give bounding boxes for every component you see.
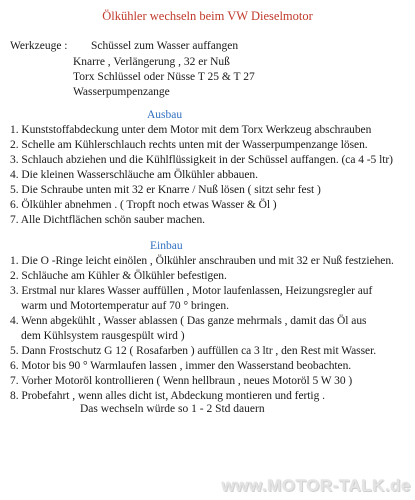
einbau-heading: Einbau bbox=[150, 240, 183, 252]
ausbau-step: 6. Ölkühler abnehmen . ( Tropft noch etwas Wasser & Öl ) bbox=[10, 199, 277, 211]
einbau-step: 6. Motor bis 90 ° Warmlaufen lassen , immer den Wasserstand beobachten. bbox=[10, 360, 352, 372]
ausbau-step: 4. Die kleinen Wasserschläuche am Ölkühler abbauen. bbox=[10, 169, 258, 181]
einbau-step: 1. Die O -Ringe leicht einölen , Ölkühler anschrauben und mit 32 er Nuß festziehen. bbox=[10, 255, 394, 267]
werkzeuge-item: Torx Schlüssel oder Nüsse T 25 & T 27 bbox=[73, 71, 255, 83]
einbau-step: 2. Schläuche am Kühler & Ölkühler befestigen. bbox=[10, 270, 227, 282]
werkzeuge-item: Knarre , Verlängerung , 32 er Nuß bbox=[73, 56, 230, 68]
ausbau-step: 7. Alle Dichtflächen schön sauber machen. bbox=[10, 214, 205, 226]
einbau-step-continuation: warm und Motortemperatur auf 70 ° bringen. bbox=[21, 300, 230, 312]
einbau-step: 4. Wenn abgekühlt , Wasser ablassen ( Das ganze mehrmals , damit das Öl aus bbox=[10, 315, 367, 327]
ausbau-step: 2. Schelle am Kühlerschlauch rechts unten mit der Wasserpumpenzange lösen. bbox=[10, 139, 368, 151]
ausbau-step: 3. Schlauch abziehen und die Kühlflüssigkeit in der Schüssel auffangen. (ca 4 -5 ltr) bbox=[10, 154, 393, 166]
document-title: Ölkühler wechseln beim VW Dieselmotor bbox=[102, 9, 313, 23]
einbau-step-continuation: dem Kühlsystem rausgespült wird ) bbox=[21, 330, 185, 342]
werkzeuge-item: Wasserpumpenzange bbox=[73, 86, 170, 98]
einbau-step: 7. Vorher Motoröl kontrollieren ( Wenn hellbraun , neues Motoröl 5 W 30 ) bbox=[10, 375, 353, 387]
einbau-step: 3. Erstmal nur klares Wasser auffüllen , Motor laufenlassen, Heizungsregler auf bbox=[10, 285, 373, 297]
werkzeuge-item: Schüssel zum Wasser auffangen bbox=[91, 40, 239, 52]
ausbau-step: 1. Kunststoffabdeckung unter dem Motor mit dem Torx Werkzeug abschrauben bbox=[10, 124, 372, 136]
einbau-step: 5. Dann Frostschutz G 12 ( Rosafarben ) auffüllen ca 3 ltr , den Rest mit Wasser. bbox=[10, 345, 377, 357]
ausbau-heading: Ausbau bbox=[147, 109, 183, 121]
einbau-step: 8. Probefahrt , wenn alles dicht ist, Abdeckung montieren und fertig . bbox=[10, 390, 325, 402]
duration-note: Das wechseln würde so 1 - 2 Std dauern bbox=[80, 403, 265, 415]
werkzeuge-label: Werkzeuge : bbox=[10, 40, 68, 52]
motor-talk-watermark: www.MOTOR-TALK.de bbox=[221, 476, 411, 495]
ausbau-step: 5. Die Schraube unten mit 32 er Knarre / Nuß lösen ( sitzt sehr fest ) bbox=[10, 184, 321, 196]
